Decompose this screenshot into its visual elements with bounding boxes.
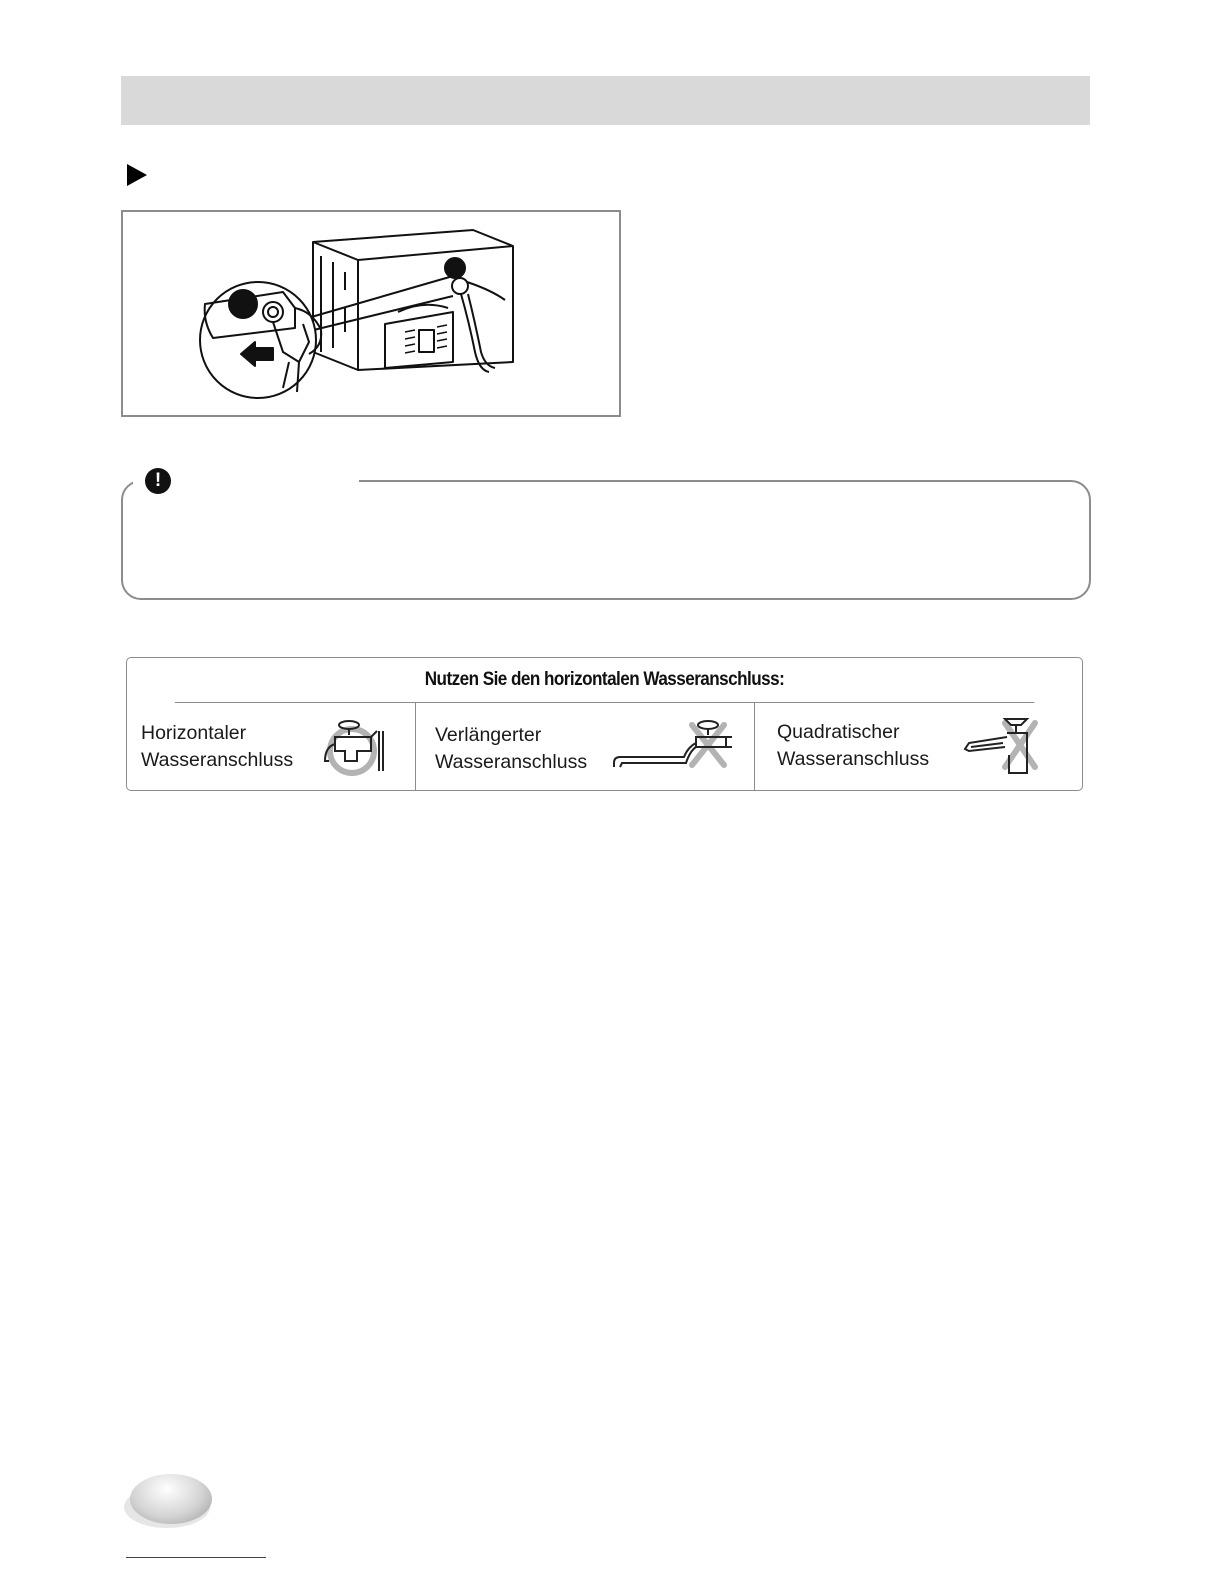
step-arrow-icon [127,164,147,186]
tap-cell-extended [415,703,755,790]
exclamation-icon: ! [145,468,171,494]
square-tap-icon [961,715,1041,777]
tap-label-extended: Verlängerter Wasseranschluss [435,724,588,773]
page-number-badge [130,1474,212,1524]
hose-connection-figure [121,210,621,417]
tap-label-horizontal: Horizontaler Wasseranschluss [141,722,294,771]
footer-link-underline[interactable] [126,1557,266,1558]
washer-back-hose-connection-illustration [123,212,619,415]
tap-type-table [126,657,1083,791]
section-header-bar [121,76,1090,125]
tap-cell-horizontal [127,703,415,790]
tap-cell-square [754,703,1083,790]
horizontal-tap-icon [319,717,389,777]
extended-tap-icon [612,717,732,779]
tap-label-square: Quadratischer Wasseranschluss [777,721,930,770]
caution-box [121,480,1091,600]
tap-table-title: Nutzen Sie den horizontalen Wasseranschluss: [175,658,1035,703]
